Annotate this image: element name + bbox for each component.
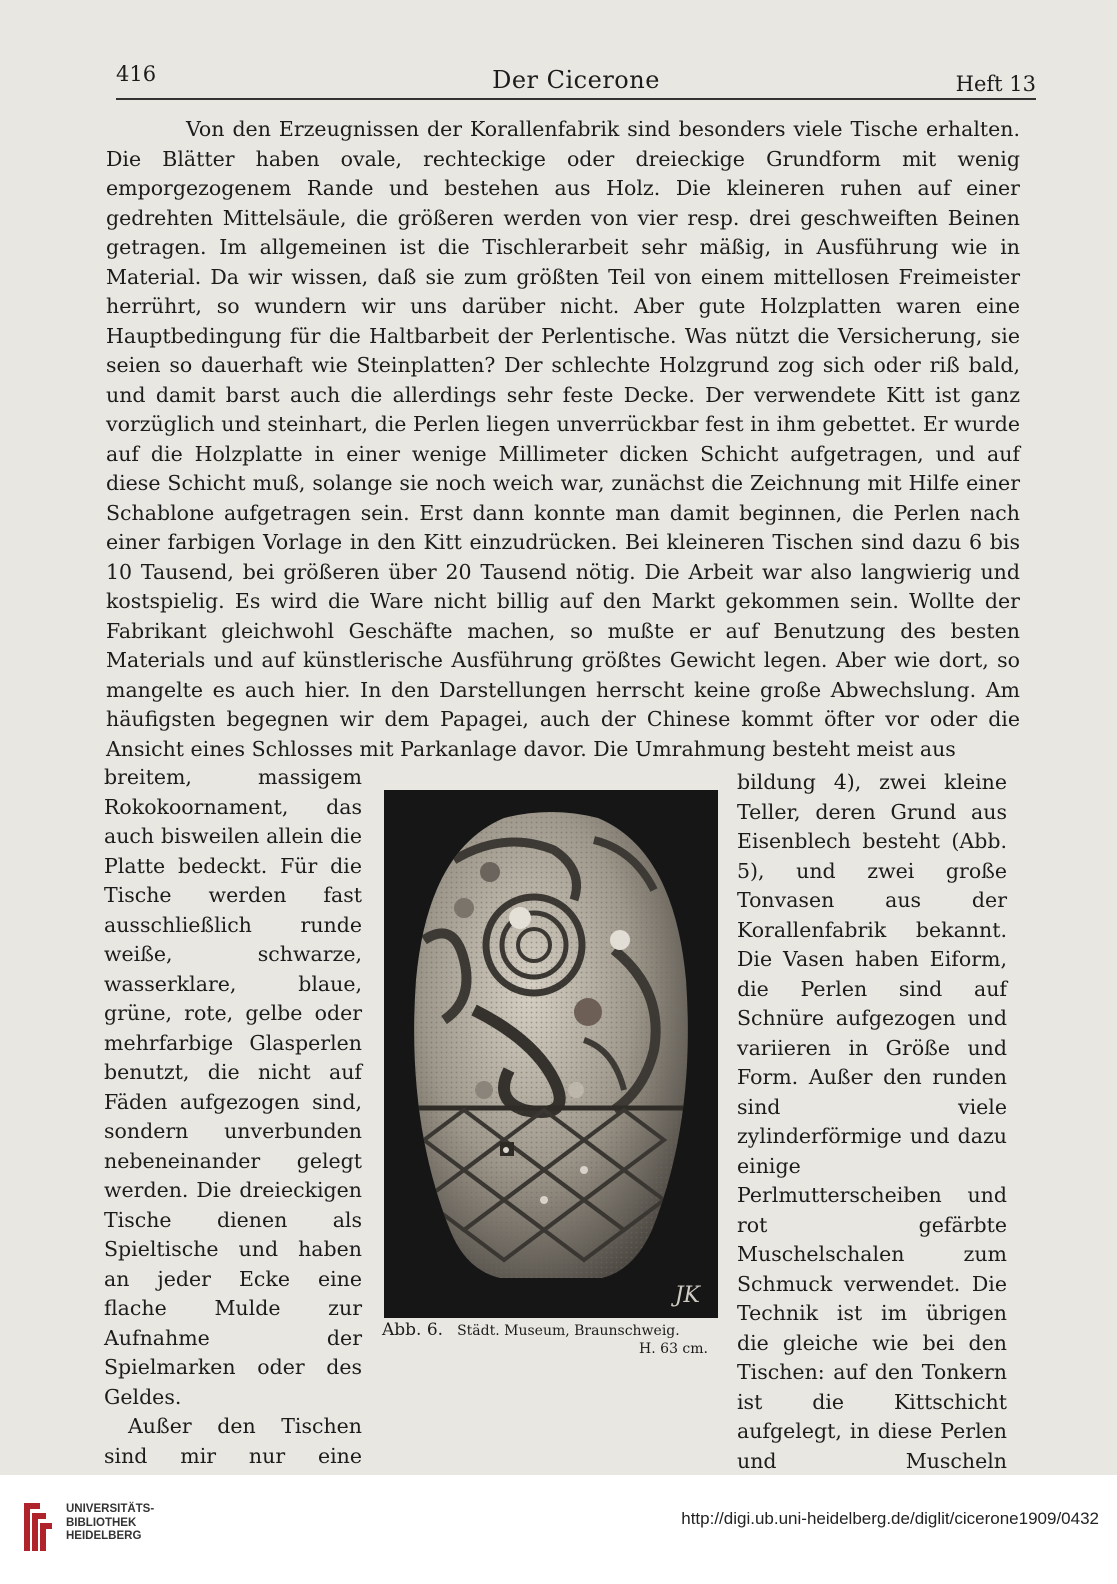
right-column	[737, 768, 1007, 1506]
source-url-link[interactable]: http://digi.ub.uni-heidelberg.de/diglit/cicerone1909/0432	[681, 1509, 1099, 1528]
library-name: UNIVERSITÄTS- BIBLIOTHEK HEIDELBERG	[66, 1503, 155, 1542]
left-column-paragraph-2: Außer den Tischen sind mir nur eine	[104, 1414, 362, 1468]
left-column	[104, 763, 362, 1501]
main-text	[106, 115, 1020, 764]
figure-height: H. 63 cm.	[639, 1341, 708, 1357]
vase-photo	[384, 790, 718, 1318]
right-column-paragraph: bildung 4), zwei kleine Teller, deren Grund aus Eisenblech besteht (Abb. 5), und zwei große Tonvasen aus der Korallenfabrik bekannt. Die Vasen haben Eiform, die Perlen sind auf Schnüre aufgezogen und variieren in Größe und Form. Außer den runden sind viele zylinderförmige und dazu einige Perlmutterscheiben und rot gefärbte Muschelschalen zum Schmuck verwendet. Die Technik ist im übrigen die gleiche wie bei den Tischen: auf den Tonkern ist die Kittschicht aufgelegt, in diese Perlen und Muscheln	[737, 770, 1007, 1473]
library-logo-icon	[18, 1499, 58, 1557]
journal-title: Der Cicerone	[492, 66, 660, 94]
artist-monogram: JK	[674, 1283, 700, 1308]
figure-label: Abb. 6.	[382, 1320, 444, 1340]
library-footer	[0, 1475, 1117, 1584]
issue-label: Heft 13	[955, 72, 1036, 96]
page-number: 416	[116, 62, 157, 86]
left-column-paragraph-1: breitem, massigem Rokokoornament, das auch bisweilen allein die Platte bedeckt. Für die Tische werden fast ausschließlich runde weiße, schwarze, wasserklare, blaue, grüne, rote, gelbe oder mehrfarbige Glasperlen benutzt, die nicht auf Fäden aufgezogen sind, sondern unverbunden nebeneinander gelegt werden. Die dreieckigen Tische dienen als Spieltische und haben an jeder Ecke eine flache Mulde zur Aufnahme der Spielmarken oder des Geldes.	[104, 765, 362, 1409]
running-header	[116, 58, 1036, 100]
figure-location: Städt. Museum, Braunschweig.	[457, 1323, 680, 1339]
vase-figure	[384, 790, 718, 1318]
figure-caption	[382, 1321, 708, 1358]
vase-decoration	[384, 790, 718, 1318]
paragraph-1: Von den Erzeugnissen der Korallenfabrik sind besonders viele Tische erhalten. Die Blätter haben ovale, rechteckige oder dreieckige Grundform mit wenig emporgezogenem Rande und bestehen aus Holz. Die kleineren ruhen auf einer gedrehten Mittelsäule, die größeren werden von vier resp. drei geschweiften Beinen getragen. Im allgemeinen ist die Tischlerarbeit sehr mäßig, in Ausführung wie in Material. Da wir wissen, daß sie zum größten Teil von einem mittellosen Freimeister herrührt, so wundern wir uns darüber nicht. Aber gute Holzplatten waren eine Hauptbedingung für die Haltbarbeit der Perlentische. Was nützt die Versicherung, sie seien so dauerhaft wie Steinplatten? Der schlechte Holzgrund zog sich oder riß bald, und damit barst auch die allerdings sehr feste Decke. Der verwendete Kitt ist ganz vorzüglich und steinhart, die Perlen liegen unverrückbar fest in ihm gebettet. Er wurde auf die Holzplatte in einer wenige Millimeter dicken Schicht aufgetragen, und auf diese Schicht muß, solange sie noch weich war, zunächst die Zeichnung mit Hilfe einer Schablone aufgetragen sein. Erst dann konnte man damit beginnen, die Perlen nach einer farbigen Vorlage in den Kitt einzudrücken. Bei kleineren Tischen sind dazu 6 bis 10 Tausend, bei größeren über 20 Tausend nötig. Die Arbeit war also langwierig und kostspielig. Es wird die Ware nicht billig auf den Markt gekommen sein. Wollte der Fabrikant gleichwohl Geschäfte machen, so mußte er auf Benutzung des besten Materials und auf künstlerische Ausführung größtes Gewicht legen. Aber wie dort, so mangelte es auch hier. In den Darstellungen herrscht keine große Abwechslung. Am häufigsten begegnen wir dem Papagei, auch der Chinese kommt öfter vor oder die Ansicht eines Schlosses mit Parkanlage davor. Die Umrahmung besteht meist aus	[106, 117, 1020, 761]
